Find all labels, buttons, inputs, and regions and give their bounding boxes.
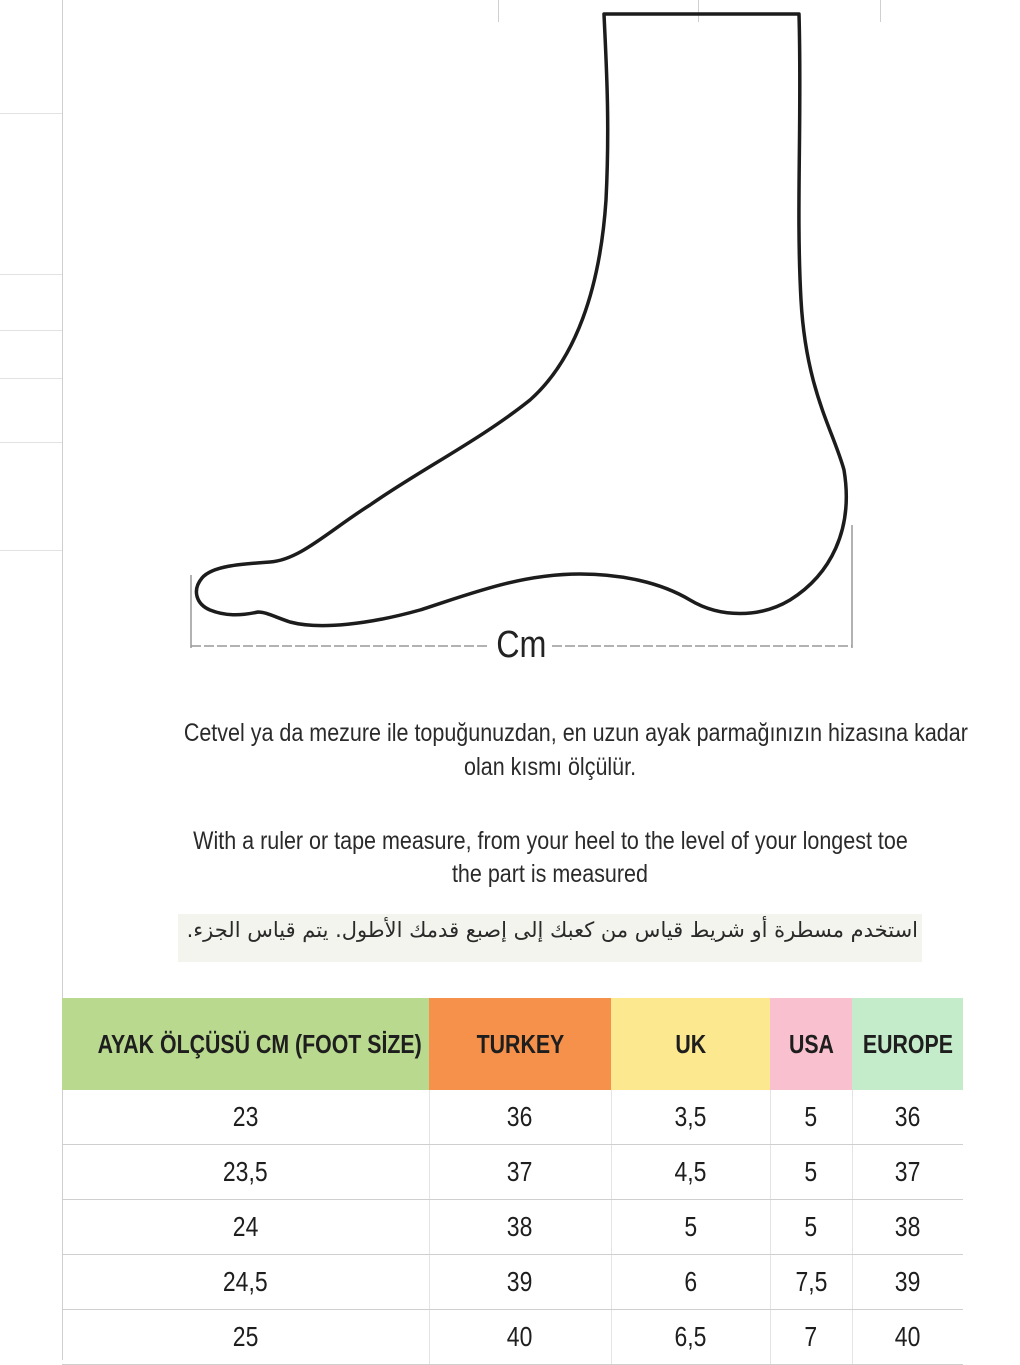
table-row [62, 1090, 963, 1145]
row-gridline [0, 113, 62, 114]
cell-europe: 39 [852, 1255, 963, 1310]
foot-outline [196, 14, 846, 626]
cell-turkey: 36 [429, 1090, 611, 1145]
cell-uk: 5 [611, 1200, 770, 1255]
row-gridline [0, 550, 62, 551]
cell-usa: 5 [770, 1145, 852, 1200]
cell-europe: 38 [852, 1200, 963, 1255]
cell-uk: 3,5 [611, 1090, 770, 1145]
row-gridline [0, 442, 62, 443]
table-row [62, 1310, 963, 1365]
measure-unit-label: Cm [496, 624, 547, 666]
cell-turkey: 37 [429, 1145, 611, 1200]
row-gridline [0, 330, 62, 331]
cell-europe: 36 [852, 1090, 963, 1145]
table-row [62, 1145, 963, 1200]
foot-outline-diagram [180, 0, 880, 680]
instruction-turkish-line2: olan kısmı ölçülür. [463, 753, 637, 781]
header-uk: UK [611, 998, 770, 1090]
table-row [62, 1255, 963, 1310]
row-gridline [0, 274, 62, 275]
cell-uk: 6 [611, 1255, 770, 1310]
instruction-english-line1: With a ruler or tape measure, from your heel to the level of your longest toe [192, 827, 908, 855]
table-header-row [62, 998, 963, 1090]
cell-uk: 6,5 [611, 1310, 770, 1365]
cell-usa: 7 [770, 1310, 852, 1365]
cell-foot-size: 23,5 [62, 1145, 429, 1200]
cell-turkey: 40 [429, 1310, 611, 1365]
header-usa: USA [770, 998, 852, 1090]
header-europe: EUROPE [852, 998, 963, 1090]
cell-foot-size: 23 [62, 1090, 429, 1145]
table-row [62, 1200, 963, 1255]
instruction-english-line2: the part is measured [452, 860, 648, 888]
cell-turkey: 38 [429, 1200, 611, 1255]
instruction-arabic: استخدم مسطرة أو شريط قياس من كعبك إلى إصبع قدمك الأطول. يتم قياس الجزء. [186, 918, 918, 942]
cell-usa: 7,5 [770, 1255, 852, 1310]
header-turkey: TURKEY [429, 998, 611, 1090]
cell-turkey: 39 [429, 1255, 611, 1310]
row-gridline [0, 378, 62, 379]
cell-foot-size: 24,5 [62, 1255, 429, 1310]
instruction-turkish-line1: Cetvel ya da mezure ile topuğunuzdan, en uzun ayak parmağınızın hizasına kadar [183, 719, 968, 747]
cell-usa: 5 [770, 1200, 852, 1255]
cell-usa: 5 [770, 1090, 852, 1145]
cell-uk: 4,5 [611, 1145, 770, 1200]
header-foot-size: AYAK ÖLÇÜSÜ CM (FOOT SİZE) [62, 998, 429, 1090]
column-gridline [880, 0, 881, 22]
cell-europe: 37 [852, 1145, 963, 1200]
cell-foot-size: 25 [62, 1310, 429, 1365]
size-chart-table [62, 998, 963, 1365]
cell-foot-size: 24 [62, 1200, 429, 1255]
cell-europe: 40 [852, 1310, 963, 1365]
